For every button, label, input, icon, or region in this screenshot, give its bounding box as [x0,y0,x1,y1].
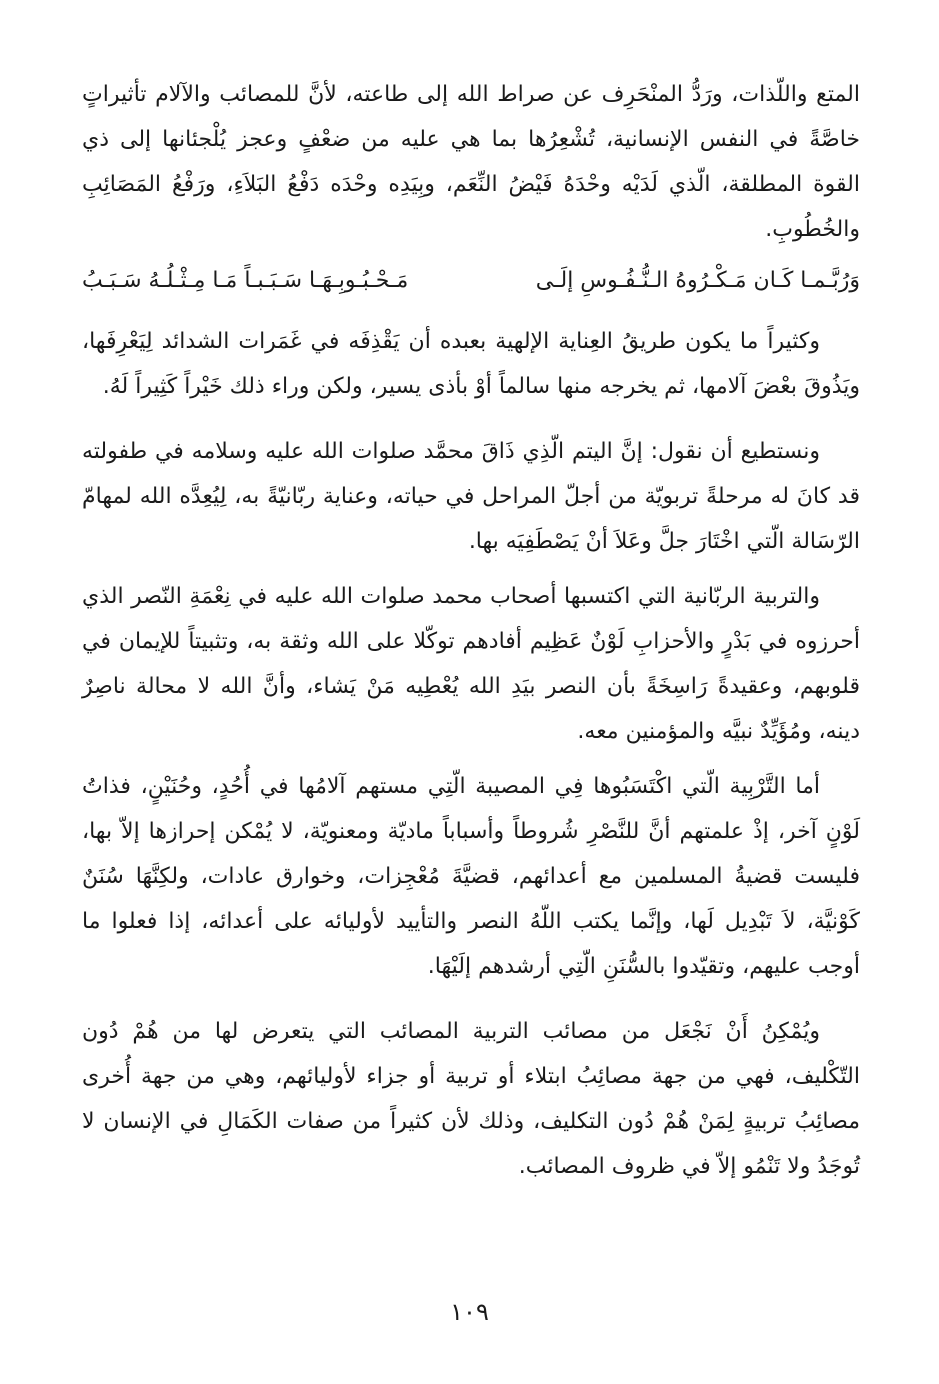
paragraph-orphanhood: ونستطيع أن نقول: إنَّ اليتم الّذِي ذَاقَ محمَّد صلوات الله عليه وسلامه في طفولته قد كانَ له مرحلةً تربويّة من أجلّ المراحل في حياته، وعناية ربّانيّةً به، لِيُعِدَّه الله لمهامّ الرّسَالة الّتي اخْتَارَ جلَّ وعَلاَ أنْ يَصْطَفِيَه بها. [82,439,860,554]
paragraph-children-afflictions: ويُمْكِنُ أَنْ نَجْعَل من مصائب التربية المصائب التي يتعرض لها من هُمْ دُون التّكْليف، فهي من جهة مصائِبُ ابتلاء أو تربية أو جزاء لأوليائهم، وهي من جهة أُخرى مصائِبُ تربيةٍ لِمَنْ هُمْ دُون التكليف، وذلك لأن كثيراً من صفات الكَمَالِ في الإنسان لا تُوجَدُ ولا تَنْمُو إلاّ في ظروف المصائب. [82,1019,860,1179]
paragraph-continuation: المتع واللّذات، ورَدُّ المنْحَرِف عن صراط الله إلى طاعته، لأنَّ للمصائب والآلام تأثيراتٍ خاصَّةً في النفس الإنسانية، تُشْعِرُها بما هي عليه من ضعْفٍ وعجز يُلْجئانها إلى ذي القوة المطلقة، الّذي لَدَيْه وحْدَهُ فَيْضُ النِّعَم، وبِيَدِه وحْدَه دَفْعُ البَلاَءِ، ورَفْعُ المَصَائِبِ والخُطُوبِ. [82,82,860,242]
paragraph-divine-care: وكثيراً ما يكون طريقُ العِناية الإلهية بعبده أن يَقْذِفَه في غَمَرات الشدائد لِيَعْرِفَها، ويَذُوقَ بعْضَ آلامها، ثم يخرجه منها سالماً أوْ بأذى يسير، ولكن وراء ذلك خَيْراً كَثِيراً لَهُ. [82,329,860,399]
paragraph-uhud-hunayn: أما التَّرْبِية الّتي اكْتَسَبُوها فِي المصيبة الّتِي مستهم آلامُها في أُحُدٍ، وحُنَيْنٍ، فذاتُ لَوْنٍ آخر، إذْ علمتهم أنَّ للنَّصْرِ شُروطاً وأسباباً ماديّة ومعنويّة، لا يُمْكن إحرازها إلاّ بها، فليست قضيةُ المسلمين مع أعدائهم، قضيَّةَ مُعْجِزات، وخوارق عادات، ولكِنَّهَا سُنَنٌ كَوْنيَّة، لاَ تَبْدِيل لَها، وإنَّما يكتب اللّهُ النصر والتأييد لأوليائه على أعدائه، إذا فعلوا ما أوجب عليهم، وتقيّدوا بالسُّنَنِ الّتِي أرشدهم إلَيْهَا. [82,774,860,979]
verse-right-hemistich: وَرُبَّـمـا كَـان مَـكْـرُوهُ الـنُّـفُـوسِ إلَـى [535,268,860,293]
verse-left-hemistich: مَـحْـبُـوبِـهَـا سَـبَـبـاً مَـا مِـثْـلُـهُ سَـبَـبُ [82,268,409,293]
paragraph-victory-education: والتربية الربّانية التي اكتسبها أصحاب محمد صلوات الله عليه في نِعْمَةِ النّصر الذي أحرزوه في بَدْرٍ والأحزابِ لَوْنٌ عَظِيم أفادهم توكّلا على الله وثقة به، وتثبيتاً للإيمان في قلوبهم، وعقيدةً رَاسِخَةً بأن النصر بيَدِ الله يُعْطِيه مَنْ يَشاء، وأنَّ الله لا محالة ناصِرٌ دينه، ومُؤَيِّدٌ نبيَّه والمؤمنين معه. [82,584,860,744]
page-number: ١٠٩ [450,1298,489,1326]
page-body [82,72,860,1189]
poetry-verse [82,258,860,303]
